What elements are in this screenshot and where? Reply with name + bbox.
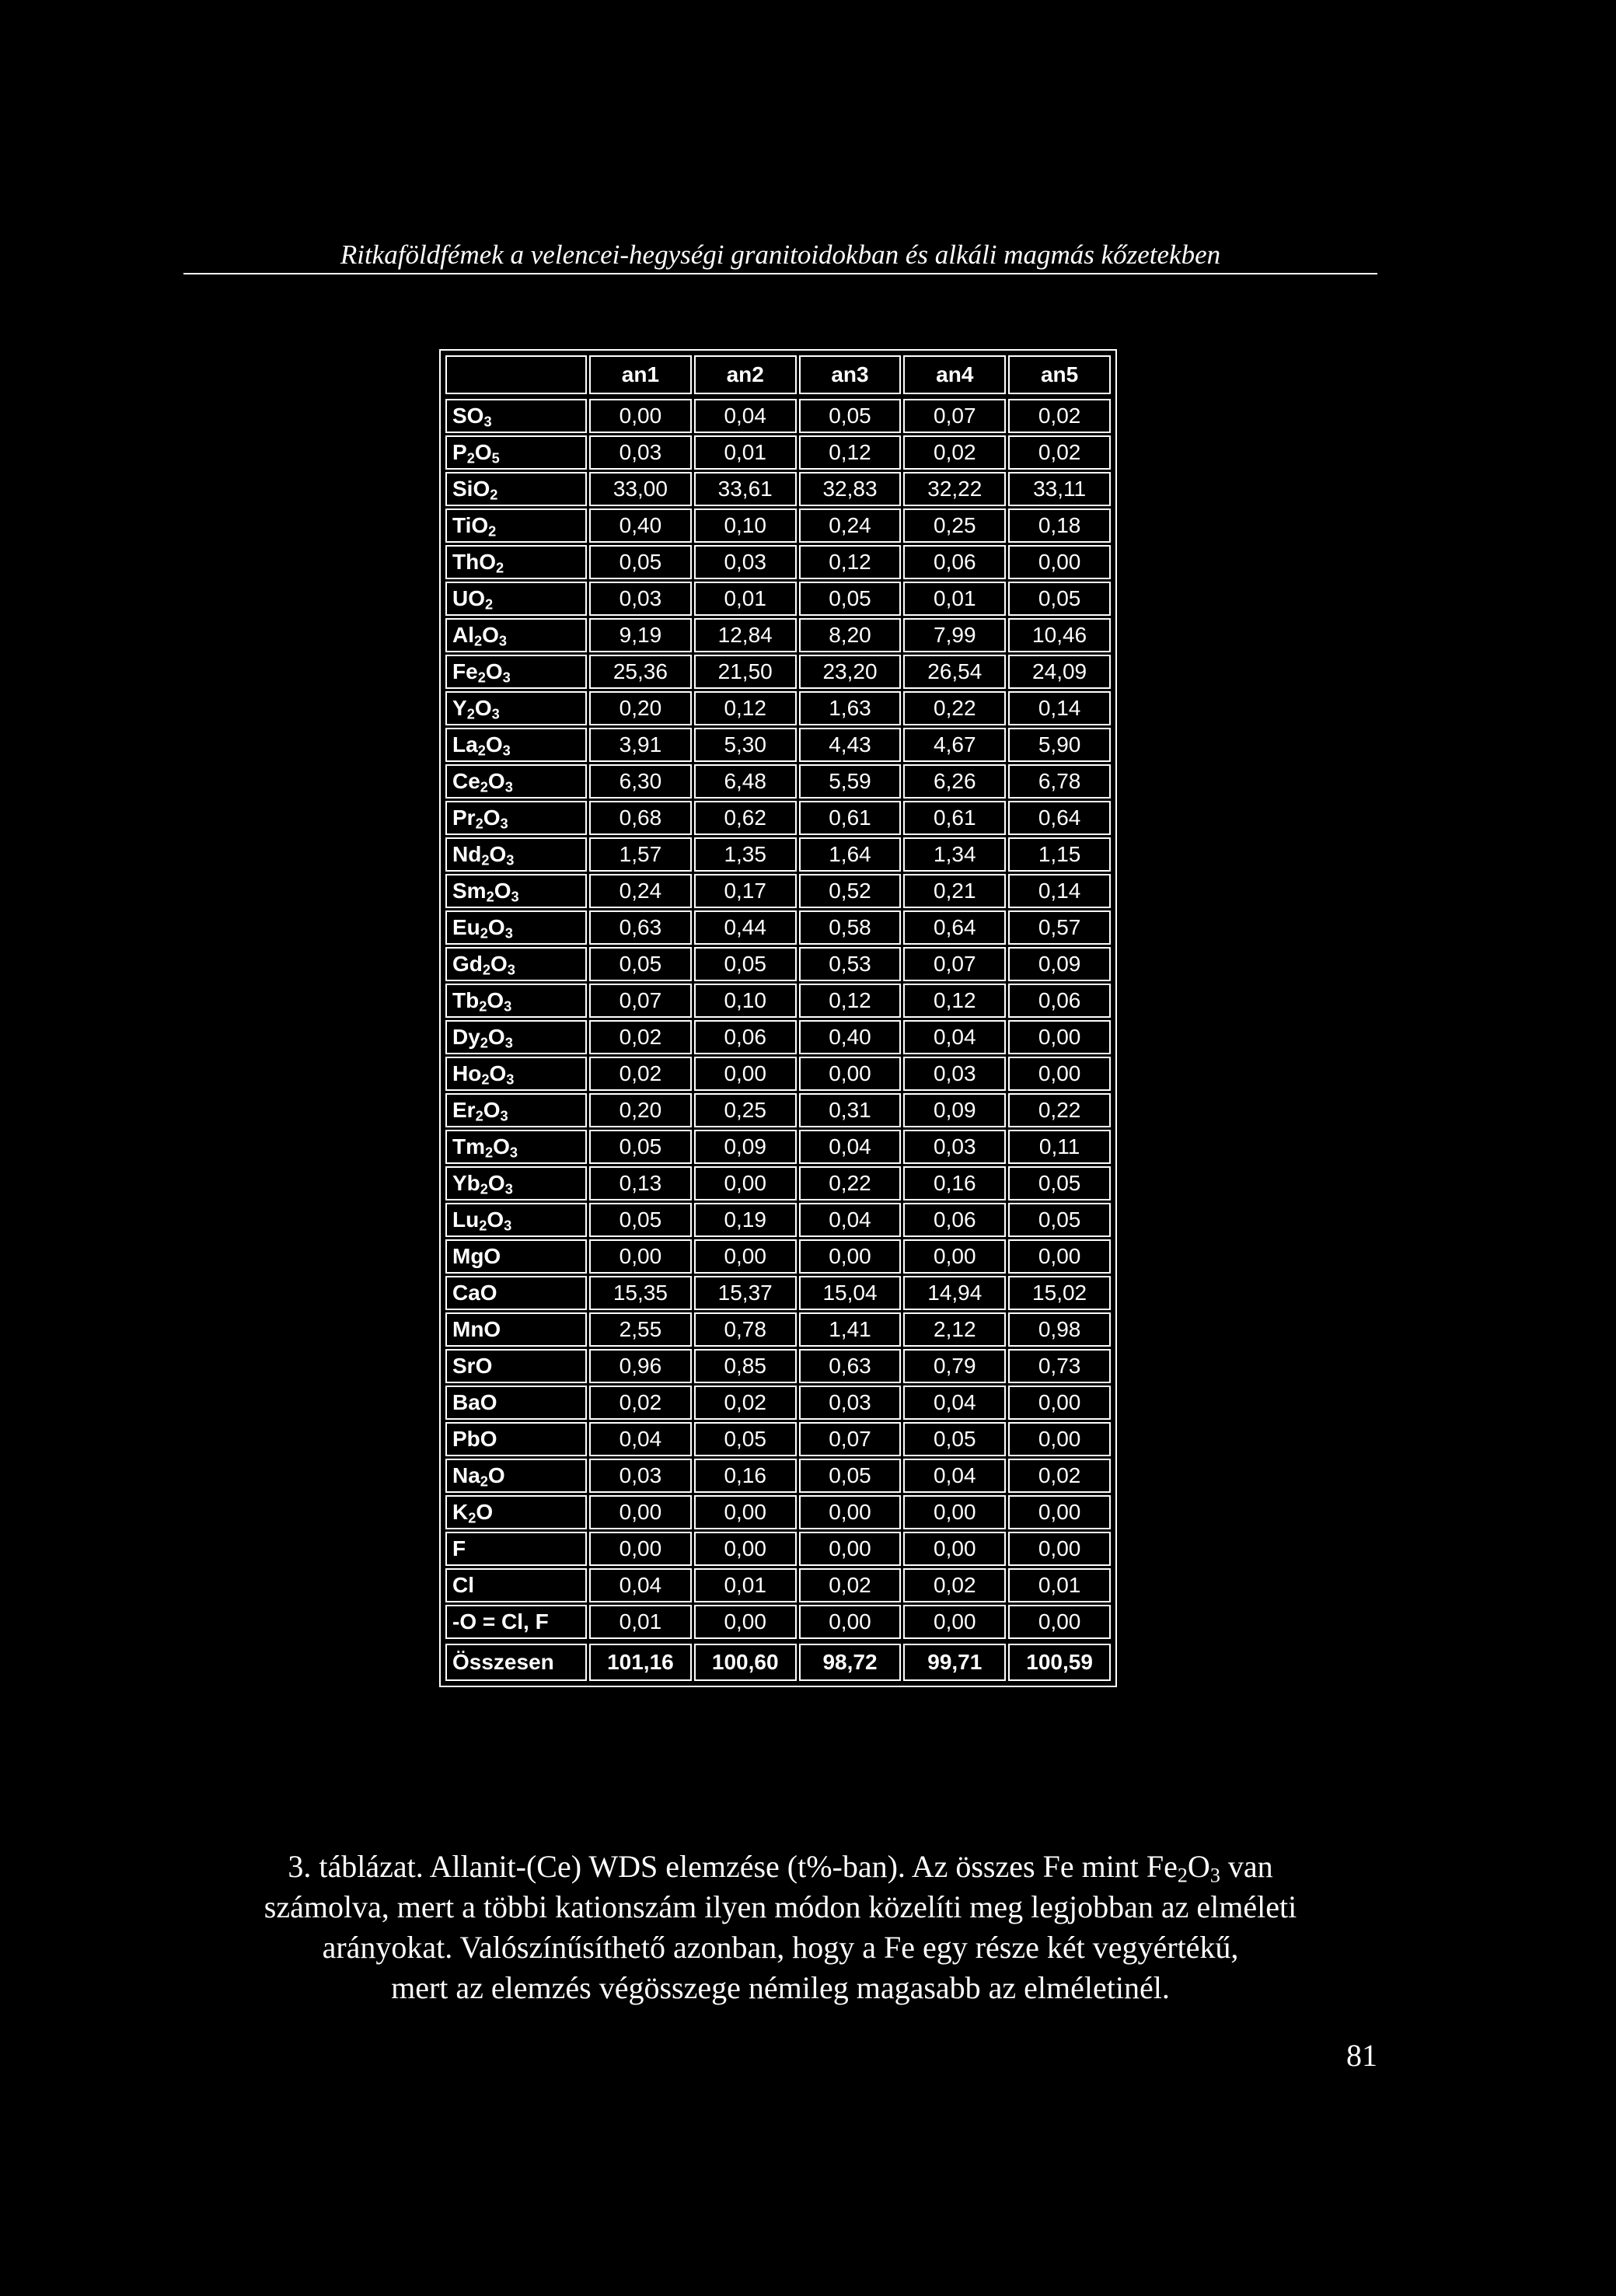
table-cell: 0,03 bbox=[694, 545, 797, 579]
table-cell: 0,07 bbox=[589, 984, 692, 1018]
row-label: $K_2O$ bbox=[445, 1495, 587, 1529]
table-cell: 0,05 bbox=[694, 1422, 797, 1456]
table-cell: 0,05 bbox=[903, 1422, 1006, 1456]
caption-line: arányokat. Valószínűsíthető azonban, hogy a Fe egy része két vegyértékű, bbox=[322, 1930, 1239, 1965]
caption-line: mert az elemzés végösszege némileg magasabb az elméletinél. bbox=[391, 1970, 1170, 2005]
table-caption bbox=[183, 1847, 1377, 2008]
table-cell: 0,04 bbox=[694, 399, 797, 433]
table-cell: 9,19 bbox=[589, 618, 692, 652]
row-label: MgO bbox=[445, 1239, 587, 1274]
row-label: MnO bbox=[445, 1312, 587, 1347]
table-cell: 0,22 bbox=[903, 691, 1006, 725]
table-cell: 0,01 bbox=[903, 582, 1006, 616]
table-cell: 0,09 bbox=[694, 1130, 797, 1164]
table-cell: 0,05 bbox=[589, 1130, 692, 1164]
table-row bbox=[445, 1203, 1111, 1237]
table-cell: 0,00 bbox=[799, 1605, 902, 1639]
table-row bbox=[445, 1093, 1111, 1127]
table-cell: 0,14 bbox=[1008, 874, 1111, 908]
row-label: $Tb_2O_3$ bbox=[445, 984, 587, 1018]
table-cell: 0,61 bbox=[799, 801, 902, 835]
table-cell: 0,00 bbox=[903, 1495, 1006, 1529]
table-cell: 0,98 bbox=[1008, 1312, 1111, 1347]
table-cell: 2,12 bbox=[903, 1312, 1006, 1347]
table-cell: 0,57 bbox=[1008, 910, 1111, 945]
table-cell: 0,04 bbox=[799, 1130, 902, 1164]
table-cell: 33,61 bbox=[694, 472, 797, 506]
table-cell: 0,25 bbox=[903, 508, 1006, 543]
row-label: $Ce_2O_3$ bbox=[445, 764, 587, 799]
row-label: -O = Cl, F bbox=[445, 1605, 587, 1639]
table-cell: 0,14 bbox=[1008, 691, 1111, 725]
table-cell: 0,03 bbox=[903, 1057, 1006, 1091]
table-cell: 0,63 bbox=[799, 1349, 902, 1383]
total-row bbox=[445, 1644, 1111, 1681]
row-label: $Yb_2O_3$ bbox=[445, 1166, 587, 1200]
column-header: an3 bbox=[799, 355, 902, 394]
table-row bbox=[445, 545, 1111, 579]
table-cell: 0,00 bbox=[589, 1239, 692, 1274]
caption-line: 3. táblázat. Allanit-(Ce) WDS elemzése (t%-ban). Az összes Fe mint $Fe_2O_3$ van bbox=[288, 1849, 1273, 1887]
table-cell: 0,02 bbox=[1008, 1459, 1111, 1493]
table-cell: 0,00 bbox=[799, 1057, 902, 1091]
row-label: $Pr_2O_3$ bbox=[445, 801, 587, 835]
row-label: $SO_3$ bbox=[445, 399, 587, 433]
table-cell: 0,16 bbox=[903, 1166, 1006, 1200]
table-cell: 0,05 bbox=[799, 1459, 902, 1493]
table-row bbox=[445, 910, 1111, 945]
table-cell: 0,04 bbox=[903, 1459, 1006, 1493]
table-cell: 0,24 bbox=[799, 508, 902, 543]
row-label: $P_2O_5$ bbox=[445, 435, 587, 470]
row-label: $Dy_2O_3$ bbox=[445, 1020, 587, 1054]
table-cell: 1,34 bbox=[903, 837, 1006, 872]
row-label: $Nd_2O_3$ bbox=[445, 837, 587, 872]
table-cell: 0,12 bbox=[903, 984, 1006, 1018]
table-row bbox=[445, 1239, 1111, 1274]
table-row bbox=[445, 947, 1111, 981]
table-cell: 0,16 bbox=[694, 1459, 797, 1493]
row-label: $Al_2O_3$ bbox=[445, 618, 587, 652]
table-cell: 0,05 bbox=[1008, 1166, 1111, 1200]
table-cell: 7,99 bbox=[903, 618, 1006, 652]
row-label: PbO bbox=[445, 1422, 587, 1456]
table-cell: 15,04 bbox=[799, 1276, 902, 1310]
table-cell: 0,40 bbox=[799, 1020, 902, 1054]
table-cell: 0,07 bbox=[903, 947, 1006, 981]
row-label: $UO_2$ bbox=[445, 582, 587, 616]
table-cell: 0,02 bbox=[903, 1568, 1006, 1602]
total-cell: 98,72 bbox=[799, 1644, 902, 1681]
row-label: $Eu_2O_3$ bbox=[445, 910, 587, 945]
table-row bbox=[445, 1422, 1111, 1456]
row-label: $Er_2O_3$ bbox=[445, 1093, 587, 1127]
row-label: SiO$_2$ bbox=[445, 472, 587, 506]
table-row bbox=[445, 691, 1111, 725]
table-cell: 0,04 bbox=[903, 1020, 1006, 1054]
table-cell: 0,09 bbox=[903, 1093, 1006, 1127]
total-cell: 99,71 bbox=[903, 1644, 1006, 1681]
caption-line: számolva, mert a többi kationszám ilyen módon közelíti meg legjobban az elméleti bbox=[264, 1889, 1297, 1924]
table-row bbox=[445, 1020, 1111, 1054]
table-cell: 0,17 bbox=[694, 874, 797, 908]
table-cell: 6,48 bbox=[694, 764, 797, 799]
table-cell: 0,10 bbox=[694, 984, 797, 1018]
table-cell: 6,30 bbox=[589, 764, 692, 799]
table-cell: 0,00 bbox=[694, 1605, 797, 1639]
table-cell: 0,01 bbox=[589, 1605, 692, 1639]
table-row bbox=[445, 618, 1111, 652]
table-cell: 0,73 bbox=[1008, 1349, 1111, 1383]
row-label: $Tm_2O_3$ bbox=[445, 1130, 587, 1164]
header-rule bbox=[183, 273, 1377, 274]
table-cell: 0,05 bbox=[589, 1203, 692, 1237]
allanite-table bbox=[439, 349, 1117, 1687]
table-row bbox=[445, 1166, 1111, 1200]
table-cell: 0,02 bbox=[589, 1057, 692, 1091]
row-label: $Gd_2O_3$ bbox=[445, 947, 587, 981]
table-cell: 0,00 bbox=[1008, 1605, 1111, 1639]
table-cell: 6,78 bbox=[1008, 764, 1111, 799]
table-cell: 0,58 bbox=[799, 910, 902, 945]
table-cell: 0,00 bbox=[799, 1239, 902, 1274]
table-row bbox=[445, 764, 1111, 799]
row-label: $Na_2O$ bbox=[445, 1459, 587, 1493]
table-cell: 2,55 bbox=[589, 1312, 692, 1347]
table-cell: 0,05 bbox=[799, 399, 902, 433]
table-row bbox=[445, 472, 1111, 506]
table-cell: 0,03 bbox=[589, 582, 692, 616]
table-cell: 0,96 bbox=[589, 1349, 692, 1383]
table-cell: 0,00 bbox=[903, 1239, 1006, 1274]
table-cell: 0,05 bbox=[1008, 582, 1111, 616]
table-cell: 0,00 bbox=[903, 1532, 1006, 1566]
table-cell: 0,00 bbox=[694, 1239, 797, 1274]
data-table bbox=[443, 353, 1113, 1683]
table-cell: 0,05 bbox=[694, 947, 797, 981]
table-cell: 0,04 bbox=[903, 1386, 1006, 1420]
table-cell: 0,07 bbox=[799, 1422, 902, 1456]
table-cell: 0,00 bbox=[694, 1057, 797, 1091]
table-cell: 0,40 bbox=[589, 508, 692, 543]
table-cell: 1,35 bbox=[694, 837, 797, 872]
table-row bbox=[445, 984, 1111, 1018]
table-cell: 0,06 bbox=[903, 1203, 1006, 1237]
table-row bbox=[445, 1349, 1111, 1383]
table-cell: 0,85 bbox=[694, 1349, 797, 1383]
table-cell: 0,61 bbox=[903, 801, 1006, 835]
table-cell: 0,05 bbox=[589, 545, 692, 579]
table-body bbox=[445, 397, 1111, 1639]
table-cell: 0,00 bbox=[1008, 1020, 1111, 1054]
table-cell: 0,05 bbox=[589, 947, 692, 981]
table-cell: 6,26 bbox=[903, 764, 1006, 799]
table-cell: 0,01 bbox=[694, 435, 797, 470]
table-cell: 0,00 bbox=[799, 1532, 902, 1566]
row-label: BaO bbox=[445, 1386, 587, 1420]
table-cell: 0,25 bbox=[694, 1093, 797, 1127]
table-row bbox=[445, 1057, 1111, 1091]
table-cell: 0,11 bbox=[1008, 1130, 1111, 1164]
table-row bbox=[445, 1276, 1111, 1310]
table-cell: 0,64 bbox=[903, 910, 1006, 945]
table-cell: 33,00 bbox=[589, 472, 692, 506]
table-cell: 1,63 bbox=[799, 691, 902, 725]
table-cell: 3,91 bbox=[589, 728, 692, 762]
table-cell: 0,02 bbox=[694, 1386, 797, 1420]
total-label: Összesen bbox=[445, 1644, 587, 1681]
table-cell: 0,05 bbox=[1008, 1203, 1111, 1237]
table-cell: 0,19 bbox=[694, 1203, 797, 1237]
table-cell: 0,03 bbox=[589, 1459, 692, 1493]
row-label: $Lu_2O_3$ bbox=[445, 1203, 587, 1237]
table-cell: 0,02 bbox=[799, 1568, 902, 1602]
table-row bbox=[445, 1532, 1111, 1566]
table-cell: 0,03 bbox=[903, 1130, 1006, 1164]
table-cell: 1,64 bbox=[799, 837, 902, 872]
table-cell: 0,13 bbox=[589, 1166, 692, 1200]
table-row bbox=[445, 728, 1111, 762]
table-cell: 0,44 bbox=[694, 910, 797, 945]
row-label: TiO$_2$ bbox=[445, 508, 587, 543]
table-cell: 24,09 bbox=[1008, 655, 1111, 689]
total-cell: 100,59 bbox=[1008, 1644, 1111, 1681]
table-cell: 0,00 bbox=[1008, 1239, 1111, 1274]
table-cell: 1,57 bbox=[589, 837, 692, 872]
table-row bbox=[445, 582, 1111, 616]
row-label: ThO$_2$ bbox=[445, 545, 587, 579]
row-label: $La_2O_3$ bbox=[445, 728, 587, 762]
header-corner bbox=[445, 355, 587, 394]
table-cell: 0,06 bbox=[903, 545, 1006, 579]
column-header: an4 bbox=[903, 355, 1006, 394]
table-cell: 0,62 bbox=[694, 801, 797, 835]
table-cell: 0,52 bbox=[799, 874, 902, 908]
table-cell: 0,00 bbox=[589, 1495, 692, 1529]
table-cell: 0,01 bbox=[694, 1568, 797, 1602]
table-cell: 0,00 bbox=[694, 1532, 797, 1566]
table-cell: 0,04 bbox=[589, 1422, 692, 1456]
row-label: F bbox=[445, 1532, 587, 1566]
table-cell: 0,10 bbox=[694, 508, 797, 543]
table-cell: 0,04 bbox=[799, 1203, 902, 1237]
table-cell: 0,00 bbox=[589, 399, 692, 433]
table-cell: 0,63 bbox=[589, 910, 692, 945]
column-header: an5 bbox=[1008, 355, 1111, 394]
table-row bbox=[445, 1605, 1111, 1639]
table-cell: 32,22 bbox=[903, 472, 1006, 506]
table-cell: 0,06 bbox=[1008, 984, 1111, 1018]
table-cell: 10,46 bbox=[1008, 618, 1111, 652]
table-cell: 0,06 bbox=[694, 1020, 797, 1054]
table-row bbox=[445, 435, 1111, 470]
table-row bbox=[445, 1568, 1111, 1602]
table-row bbox=[445, 508, 1111, 543]
table-row bbox=[445, 801, 1111, 835]
running-header: Ritkaföldfémek a velencei-hegységi granitoidokban és alkáli magmás kőzetekben bbox=[340, 239, 1221, 270]
table-row bbox=[445, 1130, 1111, 1164]
table-cell: 0,64 bbox=[1008, 801, 1111, 835]
table-cell: 0,00 bbox=[1008, 545, 1111, 579]
table-cell: 0,03 bbox=[589, 435, 692, 470]
table-row bbox=[445, 399, 1111, 433]
table-cell: 0,12 bbox=[799, 984, 902, 1018]
table-cell: 0,00 bbox=[1008, 1422, 1111, 1456]
table-cell: 0,01 bbox=[1008, 1568, 1111, 1602]
table-cell: 0,20 bbox=[589, 691, 692, 725]
table-cell: 0,02 bbox=[589, 1386, 692, 1420]
table-cell: 0,02 bbox=[1008, 399, 1111, 433]
table-cell: 32,83 bbox=[799, 472, 902, 506]
table-cell: 21,50 bbox=[694, 655, 797, 689]
table-cell: 0,02 bbox=[589, 1020, 692, 1054]
table-cell: 26,54 bbox=[903, 655, 1006, 689]
table-row bbox=[445, 1459, 1111, 1493]
table-cell: 0,53 bbox=[799, 947, 902, 981]
table-row bbox=[445, 1312, 1111, 1347]
table-cell: 0,00 bbox=[903, 1605, 1006, 1639]
table-cell: 0,00 bbox=[694, 1495, 797, 1529]
table-cell: 0,00 bbox=[694, 1166, 797, 1200]
table-cell: 0,01 bbox=[694, 582, 797, 616]
table-cell: 4,43 bbox=[799, 728, 902, 762]
table-cell: 12,84 bbox=[694, 618, 797, 652]
table-cell: 0,12 bbox=[799, 545, 902, 579]
table-cell: 0,00 bbox=[589, 1532, 692, 1566]
table-row bbox=[445, 1495, 1111, 1529]
table-row bbox=[445, 655, 1111, 689]
table-cell: 0,02 bbox=[1008, 435, 1111, 470]
row-label: Cl bbox=[445, 1568, 587, 1602]
table-cell: 0,79 bbox=[903, 1349, 1006, 1383]
table-cell: 0,07 bbox=[903, 399, 1006, 433]
table-cell: 0,09 bbox=[1008, 947, 1111, 981]
total-cell: 100,60 bbox=[694, 1644, 797, 1681]
table-cell: 1,15 bbox=[1008, 837, 1111, 872]
table-cell: 0,31 bbox=[799, 1093, 902, 1127]
table-cell: 0,04 bbox=[589, 1568, 692, 1602]
table-cell: 4,67 bbox=[903, 728, 1006, 762]
table-cell: 0,02 bbox=[903, 435, 1006, 470]
table-cell: 15,02 bbox=[1008, 1276, 1111, 1310]
table-row bbox=[445, 1386, 1111, 1420]
table-cell: 0,12 bbox=[799, 435, 902, 470]
table-cell: 23,20 bbox=[799, 655, 902, 689]
table-cell: 0,12 bbox=[694, 691, 797, 725]
table-row bbox=[445, 837, 1111, 872]
table-cell: 0,03 bbox=[799, 1386, 902, 1420]
table-cell: 0,20 bbox=[589, 1093, 692, 1127]
table-cell: 0,22 bbox=[799, 1166, 902, 1200]
table-cell: 15,35 bbox=[589, 1276, 692, 1310]
table-cell: 0,05 bbox=[799, 582, 902, 616]
row-label: $Sm_2O_3$ bbox=[445, 874, 587, 908]
table-cell: 33,11 bbox=[1008, 472, 1111, 506]
table-cell: 8,20 bbox=[799, 618, 902, 652]
page-number: 81 bbox=[1346, 2038, 1377, 2073]
column-header: an1 bbox=[589, 355, 692, 394]
row-label: $Fe_2O_3$ bbox=[445, 655, 587, 689]
row-label: $Ho_2O_3$ bbox=[445, 1057, 587, 1091]
row-label: SrO bbox=[445, 1349, 587, 1383]
table-cell: 0,68 bbox=[589, 801, 692, 835]
table-cell: 0,21 bbox=[903, 874, 1006, 908]
table-cell: 0,00 bbox=[1008, 1495, 1111, 1529]
table-cell: 14,94 bbox=[903, 1276, 1006, 1310]
table-cell: 1,41 bbox=[799, 1312, 902, 1347]
table-row bbox=[445, 874, 1111, 908]
total-cell: 101,16 bbox=[589, 1644, 692, 1681]
table-cell: 0,00 bbox=[1008, 1386, 1111, 1420]
column-header: an2 bbox=[694, 355, 797, 394]
table-cell: 0,00 bbox=[799, 1495, 902, 1529]
table-cell: 5,59 bbox=[799, 764, 902, 799]
table-cell: 0,18 bbox=[1008, 508, 1111, 543]
header-row bbox=[445, 355, 1111, 394]
table-cell: 5,90 bbox=[1008, 728, 1111, 762]
table-cell: 15,37 bbox=[694, 1276, 797, 1310]
table-cell: 5,30 bbox=[694, 728, 797, 762]
row-label: CaO bbox=[445, 1276, 587, 1310]
table-cell: 0,24 bbox=[589, 874, 692, 908]
table-cell: 0,22 bbox=[1008, 1093, 1111, 1127]
table-cell: 0,78 bbox=[694, 1312, 797, 1347]
table-cell: 0,00 bbox=[1008, 1532, 1111, 1566]
table-cell: 25,36 bbox=[589, 655, 692, 689]
row-label: $Y_2O_3$ bbox=[445, 691, 587, 725]
table-cell: 0,00 bbox=[1008, 1057, 1111, 1091]
